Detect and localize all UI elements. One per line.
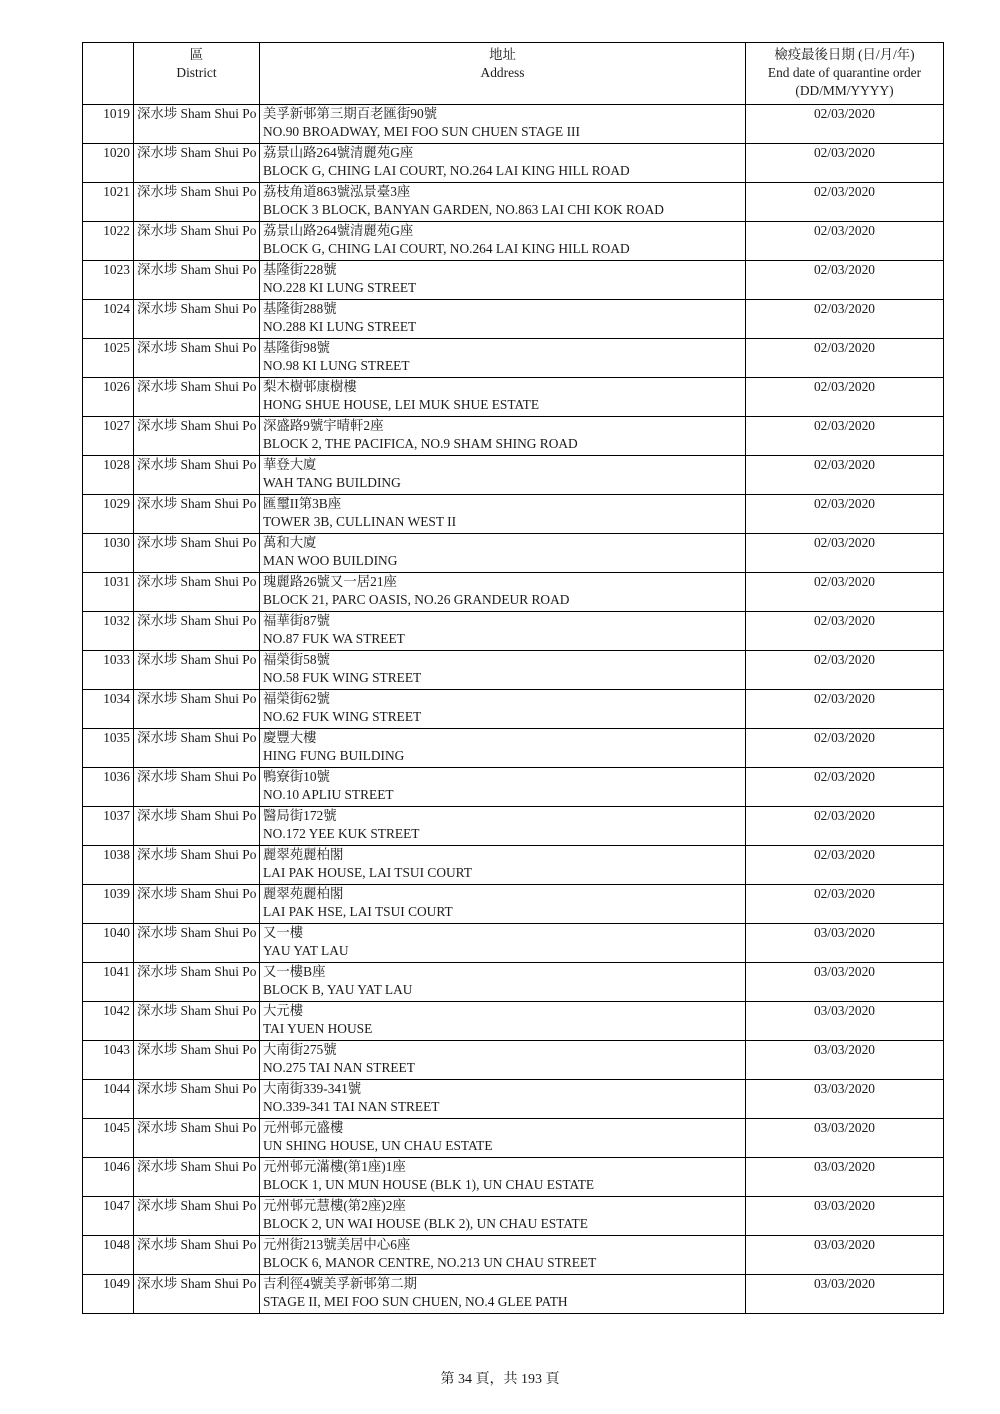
row-date: 03/03/2020 — [746, 924, 944, 963]
row-address — [260, 222, 746, 261]
row-address-en: LAI PAK HOUSE, LAI TSUI COURT — [263, 865, 472, 880]
row-district: 深水埗 Sham Shui Po — [134, 1080, 260, 1119]
row-address-zh: 鴨寮街10號 — [263, 769, 330, 784]
row-number: 1024 — [83, 300, 134, 339]
header-date-zh: 檢疫最後日期 (日/月/年) — [774, 47, 915, 62]
table-row — [83, 846, 944, 885]
row-address — [260, 885, 746, 924]
row-address — [260, 495, 746, 534]
row-address-en: BLOCK 1, UN MUN HOUSE (BLK 1), UN CHAU ESTATE — [263, 1177, 595, 1192]
row-address-en: HING FUNG BUILDING — [263, 748, 405, 763]
row-date: 02/03/2020 — [746, 183, 944, 222]
table-header-row — [83, 43, 944, 105]
row-address — [260, 105, 746, 144]
header-date-format: (DD/MM/YYYY) — [795, 83, 894, 98]
row-date: 03/03/2020 — [746, 1197, 944, 1236]
row-address — [260, 1275, 746, 1314]
row-address-en: NO.98 KI LUNG STREET — [263, 358, 410, 373]
row-address-zh: 福榮街58號 — [263, 652, 330, 667]
row-number: 1045 — [83, 1119, 134, 1158]
row-district: 深水埗 Sham Shui Po — [134, 261, 260, 300]
row-address — [260, 963, 746, 1002]
row-date: 03/03/2020 — [746, 1080, 944, 1119]
row-district: 深水埗 Sham Shui Po — [134, 378, 260, 417]
row-number: 1030 — [83, 534, 134, 573]
table-row — [83, 378, 944, 417]
row-address — [260, 417, 746, 456]
row-district: 深水埗 Sham Shui Po — [134, 1002, 260, 1041]
row-address-zh: 大南街339-341號 — [263, 1081, 362, 1096]
row-date: 02/03/2020 — [746, 729, 944, 768]
row-address — [260, 339, 746, 378]
row-address-zh: 匯璽II第3B座 — [263, 496, 342, 511]
row-district: 深水埗 Sham Shui Po — [134, 885, 260, 924]
row-date: 02/03/2020 — [746, 573, 944, 612]
row-number: 1027 — [83, 417, 134, 456]
row-number: 1019 — [83, 105, 134, 144]
row-address-en: BLOCK G, CHING LAI COURT, NO.264 LAI KING HILL ROAD — [263, 241, 630, 256]
row-address-zh: 荔景山路264號清麗苑G座 — [263, 145, 414, 160]
table-row — [83, 807, 944, 846]
row-address-en: NO.339-341 TAI NAN STREET — [263, 1099, 440, 1114]
row-address — [260, 573, 746, 612]
row-address — [260, 846, 746, 885]
table-row — [83, 573, 944, 612]
row-address-zh: 麗翠苑麗柏閣 — [263, 886, 344, 901]
row-address — [260, 612, 746, 651]
row-number: 1035 — [83, 729, 134, 768]
table-row — [83, 924, 944, 963]
row-district: 深水埗 Sham Shui Po — [134, 1236, 260, 1275]
row-date: 02/03/2020 — [746, 222, 944, 261]
row-district: 深水埗 Sham Shui Po — [134, 144, 260, 183]
row-number: 1026 — [83, 378, 134, 417]
row-date: 03/03/2020 — [746, 1275, 944, 1314]
row-number: 1044 — [83, 1080, 134, 1119]
row-address — [260, 1041, 746, 1080]
row-address — [260, 1119, 746, 1158]
row-address-zh: 美孚新邨第三期百老匯街90號 — [263, 106, 438, 121]
row-date: 03/03/2020 — [746, 1041, 944, 1080]
table-row — [83, 261, 944, 300]
row-address-en: YAU YAT LAU — [263, 943, 349, 958]
header-district-zh: 區 — [189, 47, 204, 62]
row-district: 深水埗 Sham Shui Po — [134, 1158, 260, 1197]
row-address — [260, 144, 746, 183]
row-number: 1042 — [83, 1002, 134, 1041]
row-address-zh: 大南街275號 — [263, 1042, 337, 1057]
table-row — [83, 612, 944, 651]
row-date: 02/03/2020 — [746, 300, 944, 339]
row-address-en: BLOCK G, CHING LAI COURT, NO.264 LAI KING HILL ROAD — [263, 163, 630, 178]
row-number: 1048 — [83, 1236, 134, 1275]
row-number: 1038 — [83, 846, 134, 885]
row-district: 深水埗 Sham Shui Po — [134, 807, 260, 846]
table-row — [83, 963, 944, 1002]
row-address-en: NO.87 FUK WA STREET — [263, 631, 405, 646]
row-date: 03/03/2020 — [746, 1002, 944, 1041]
row-number: 1047 — [83, 1197, 134, 1236]
row-address-zh: 基隆街288號 — [263, 301, 337, 316]
row-district: 深水埗 Sham Shui Po — [134, 612, 260, 651]
row-address-en: TOWER 3B, CULLINAN WEST II — [263, 514, 457, 529]
row-number: 1039 — [83, 885, 134, 924]
header-district — [134, 43, 260, 105]
row-address — [260, 183, 746, 222]
row-address-zh: 吉利徑4號美孚新邨第二期 — [263, 1276, 417, 1291]
row-date: 03/03/2020 — [746, 1119, 944, 1158]
row-number: 1025 — [83, 339, 134, 378]
header-number — [83, 43, 134, 105]
row-district: 深水埗 Sham Shui Po — [134, 768, 260, 807]
row-address-zh: 元州邨元慧樓(第2座)2座 — [263, 1198, 406, 1213]
quarantine-table — [82, 42, 944, 1314]
row-address-en: NO.228 KI LUNG STREET — [263, 280, 417, 295]
header-address-en: Address — [480, 65, 525, 80]
row-number: 1040 — [83, 924, 134, 963]
row-address-en: BLOCK 21, PARC OASIS, NO.26 GRANDEUR ROAD — [263, 592, 570, 607]
row-address-zh: 荔枝角道863號泓景臺3座 — [263, 184, 411, 199]
row-district: 深水埗 Sham Shui Po — [134, 690, 260, 729]
row-address-en: BLOCK 6, MANOR CENTRE, NO.213 UN CHAU STREET — [263, 1255, 597, 1270]
row-address-en: MAN WOO BUILDING — [263, 553, 398, 568]
row-date: 02/03/2020 — [746, 846, 944, 885]
row-address — [260, 300, 746, 339]
row-address-zh: 梨木樹邨康樹樓 — [263, 379, 357, 394]
row-date: 02/03/2020 — [746, 612, 944, 651]
row-address-en: NO.288 KI LUNG STREET — [263, 319, 417, 334]
row-address — [260, 729, 746, 768]
row-date: 02/03/2020 — [746, 807, 944, 846]
row-address-zh: 福華街87號 — [263, 613, 330, 628]
table-row — [83, 1275, 944, 1314]
row-district: 深水埗 Sham Shui Po — [134, 417, 260, 456]
row-address — [260, 261, 746, 300]
row-address-en: NO.62 FUK WING STREET — [263, 709, 422, 724]
row-number: 1041 — [83, 963, 134, 1002]
row-address-en: LAI PAK HSE, LAI TSUI COURT — [263, 904, 453, 919]
row-number: 1032 — [83, 612, 134, 651]
row-district: 深水埗 Sham Shui Po — [134, 105, 260, 144]
row-address-zh: 元州邨元盛樓 — [263, 1120, 344, 1135]
table-row — [83, 300, 944, 339]
row-address — [260, 690, 746, 729]
row-date: 02/03/2020 — [746, 378, 944, 417]
row-date: 02/03/2020 — [746, 339, 944, 378]
row-address-zh: 基隆街228號 — [263, 262, 337, 277]
table-row — [83, 417, 944, 456]
row-number: 1034 — [83, 690, 134, 729]
row-number: 1043 — [83, 1041, 134, 1080]
table-row — [83, 729, 944, 768]
row-address — [260, 378, 746, 417]
row-date: 02/03/2020 — [746, 417, 944, 456]
table-row — [83, 1197, 944, 1236]
row-address-en: NO.275 TAI NAN STREET — [263, 1060, 415, 1075]
row-date: 02/03/2020 — [746, 456, 944, 495]
row-address-zh: 大元樓 — [263, 1003, 304, 1018]
row-address-zh: 基隆街98號 — [263, 340, 330, 355]
row-address — [260, 807, 746, 846]
row-district: 深水埗 Sham Shui Po — [134, 846, 260, 885]
row-date: 02/03/2020 — [746, 651, 944, 690]
row-address-zh: 醫局街172號 — [263, 808, 337, 823]
row-number: 1046 — [83, 1158, 134, 1197]
row-address-zh: 元州街213號美居中心6座 — [263, 1237, 411, 1252]
row-number: 1031 — [83, 573, 134, 612]
table-row — [83, 651, 944, 690]
row-date: 03/03/2020 — [746, 1158, 944, 1197]
row-date: 03/03/2020 — [746, 1236, 944, 1275]
row-date: 02/03/2020 — [746, 885, 944, 924]
row-number: 1023 — [83, 261, 134, 300]
table-row — [83, 1236, 944, 1275]
row-district: 深水埗 Sham Shui Po — [134, 1275, 260, 1314]
row-address-en: BLOCK 2, THE PACIFICA, NO.9 SHAM SHING ROAD — [263, 436, 578, 451]
row-district: 深水埗 Sham Shui Po — [134, 573, 260, 612]
row-address-en: BLOCK 3 BLOCK, BANYAN GARDEN, NO.863 LAI CHI KOK ROAD — [263, 202, 664, 217]
table-row — [83, 144, 944, 183]
row-address-zh: 麗翠苑麗柏閣 — [263, 847, 344, 862]
row-address — [260, 768, 746, 807]
row-number: 1021 — [83, 183, 134, 222]
row-address-en: WAH TANG BUILDING — [263, 475, 401, 490]
row-district: 深水埗 Sham Shui Po — [134, 651, 260, 690]
row-address — [260, 1236, 746, 1275]
row-address-en: UN SHING HOUSE, UN CHAU ESTATE — [263, 1138, 493, 1153]
table-row — [83, 222, 944, 261]
row-district: 深水埗 Sham Shui Po — [134, 1197, 260, 1236]
row-address-zh: 荔景山路264號清麗苑G座 — [263, 223, 414, 238]
table-row — [83, 495, 944, 534]
row-address-zh: 又一樓 — [263, 925, 304, 940]
header-date — [746, 43, 944, 105]
row-district: 深水埗 Sham Shui Po — [134, 495, 260, 534]
row-number: 1033 — [83, 651, 134, 690]
row-address — [260, 651, 746, 690]
row-address-en: HONG SHUE HOUSE, LEI MUK SHUE ESTATE — [263, 397, 540, 412]
row-district: 深水埗 Sham Shui Po — [134, 339, 260, 378]
row-address-en: NO.172 YEE KUK STREET — [263, 826, 420, 841]
row-district: 深水埗 Sham Shui Po — [134, 456, 260, 495]
row-address-zh: 又一樓B座 — [263, 964, 326, 979]
table-row — [83, 456, 944, 495]
row-date: 02/03/2020 — [746, 144, 944, 183]
table-row — [83, 885, 944, 924]
row-address-zh: 萬和大廈 — [263, 535, 317, 550]
row-address-en: NO.90 BROADWAY, MEI FOO SUN CHUEN STAGE III — [263, 124, 580, 139]
row-address-zh: 華登大廈 — [263, 457, 317, 472]
row-number: 1036 — [83, 768, 134, 807]
row-district: 深水埗 Sham Shui Po — [134, 1119, 260, 1158]
row-district: 深水埗 Sham Shui Po — [134, 300, 260, 339]
table-row — [83, 768, 944, 807]
table-row — [83, 183, 944, 222]
row-number: 1022 — [83, 222, 134, 261]
row-address — [260, 534, 746, 573]
row-address-zh: 深盛路9號宇晴軒2座 — [263, 418, 384, 433]
row-date: 02/03/2020 — [746, 768, 944, 807]
table-row — [83, 690, 944, 729]
row-district: 深水埗 Sham Shui Po — [134, 924, 260, 963]
row-address — [260, 1158, 746, 1197]
row-address-zh: 慶豐大樓 — [263, 730, 317, 745]
table-row — [83, 1158, 944, 1197]
row-date: 02/03/2020 — [746, 105, 944, 144]
row-address-en: NO.10 APLIU STREET — [263, 787, 394, 802]
row-date: 02/03/2020 — [746, 690, 944, 729]
table-row — [83, 534, 944, 573]
row-district: 深水埗 Sham Shui Po — [134, 534, 260, 573]
row-address — [260, 456, 746, 495]
table-row — [83, 1119, 944, 1158]
row-address — [260, 924, 746, 963]
table-row — [83, 1041, 944, 1080]
header-district-en: District — [176, 65, 217, 80]
header-date-en: End date of quarantine order — [767, 65, 922, 80]
row-number: 1028 — [83, 456, 134, 495]
row-district: 深水埗 Sham Shui Po — [134, 1041, 260, 1080]
row-date: 02/03/2020 — [746, 495, 944, 534]
row-district: 深水埗 Sham Shui Po — [134, 183, 260, 222]
row-district: 深水埗 Sham Shui Po — [134, 963, 260, 1002]
row-date: 03/03/2020 — [746, 963, 944, 1002]
table-body — [83, 105, 944, 1314]
row-address-en: STAGE II, MEI FOO SUN CHUEN, NO.4 GLEE PATH — [263, 1294, 568, 1309]
row-address-en: NO.58 FUK WING STREET — [263, 670, 422, 685]
header-address — [260, 43, 746, 105]
row-number: 1037 — [83, 807, 134, 846]
row-address-zh: 瑰麗路26號又一居21座 — [263, 574, 397, 589]
row-district: 深水埗 Sham Shui Po — [134, 729, 260, 768]
table-row — [83, 1002, 944, 1041]
row-district: 深水埗 Sham Shui Po — [134, 222, 260, 261]
row-date: 02/03/2020 — [746, 261, 944, 300]
row-date: 02/03/2020 — [746, 534, 944, 573]
row-address-zh: 福榮街62號 — [263, 691, 330, 706]
row-address — [260, 1197, 746, 1236]
row-address-en: BLOCK 2, UN WAI HOUSE (BLK 2), UN CHAU ESTATE — [263, 1216, 588, 1231]
page-footer: 第 34 頁，共 193 頁 — [440, 1372, 560, 1387]
row-address — [260, 1002, 746, 1041]
row-address — [260, 1080, 746, 1119]
row-number: 1049 — [83, 1275, 134, 1314]
header-address-zh: 地址 — [489, 47, 516, 62]
row-number: 1029 — [83, 495, 134, 534]
row-address-en: TAI YUEN HOUSE — [263, 1021, 373, 1036]
table-row — [83, 105, 944, 144]
row-number: 1020 — [83, 144, 134, 183]
row-address-en: BLOCK B, YAU YAT LAU — [263, 982, 413, 997]
row-address-zh: 元州邨元滿樓(第1座)1座 — [263, 1159, 406, 1174]
table-row — [83, 1080, 944, 1119]
table-row — [83, 339, 944, 378]
